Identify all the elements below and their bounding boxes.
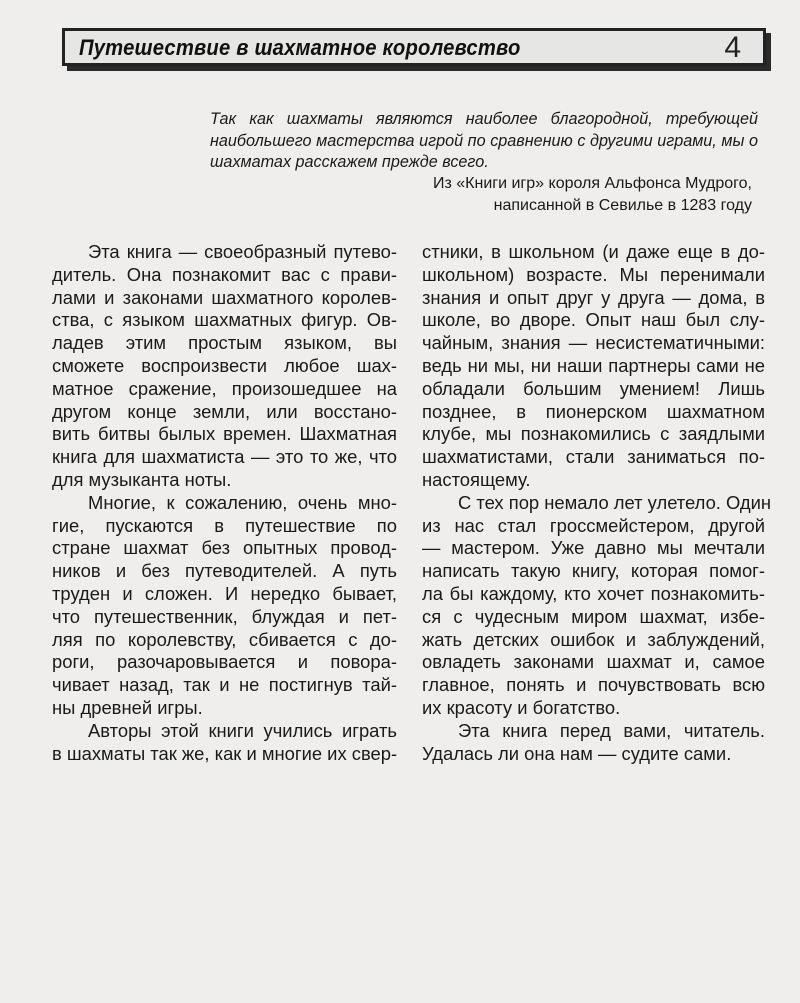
text-line: Эта книга перед вами, читатель. (458, 719, 765, 741)
text-line: — мастером. Уже давно мы мечтали (422, 537, 765, 559)
text-column-right (422, 241, 772, 765)
epigraph-text: Так как шахматы являются наиболее благородной, требующей наибольшего мастерства игрой по сравнению с другими играми, мы о шахматах расскажем прежде всего. (210, 110, 758, 171)
text-line: что путешественник, блуждая и пет- (52, 605, 397, 627)
text-line: труден и сложен. И нередко бывает, (52, 582, 397, 604)
text-line: жать детских ошибок и заблуждений, (422, 628, 765, 650)
text-line: дитель. Она познакомит вас с прави- (52, 263, 397, 285)
text-line: ников и без путеводителей. А путь (52, 560, 397, 582)
text-line: их красоту и богатство. (422, 696, 621, 718)
text-line: Авторы этой книги учились играть (88, 719, 397, 741)
text-line: для музыканта ноты. (52, 468, 232, 490)
text-line: чивает назад, так и не постигнув тай- (52, 674, 397, 696)
running-header (62, 28, 766, 66)
text-line: ла бы каждому, кто хочет познакомить- (422, 582, 765, 604)
text-line: книга для шахматиста — это то же, что (52, 446, 397, 468)
text-line: роги, разочаровывается и повора- (52, 651, 397, 673)
text-line: школьном) возрасте. Мы перенимали (422, 263, 765, 285)
text-column-left (52, 241, 397, 765)
text-line: матное сражение, произошедшее на (52, 377, 397, 399)
text-line: шахматистами, стали заниматься по- (422, 446, 765, 468)
attribution-line: написанной в Севилье в 1283 году (493, 196, 752, 214)
text-line: из нас стал гроссмейстером, другой (422, 514, 765, 536)
text-line: знания и опыт друг у друга — дома, в (422, 286, 765, 308)
text-line: ляя по королевству, сбивается с до- (52, 628, 397, 650)
text-line: в шахматы так же, как и многие их свер- (52, 742, 398, 764)
text-line: ства, с языком шахматных фигур. Ов- (52, 309, 397, 331)
text-line: настоящему. (422, 468, 531, 490)
attribution-line: Из «Книги игр» короля Альфонса Мудрого, (433, 175, 752, 192)
text-line: ведь ни мы, ни наши партнеры сами не (422, 354, 765, 376)
epigraph-attribution (232, 173, 752, 216)
text-line: обладали большим умением! Лишь (422, 377, 765, 399)
text-line: написать такую книгу, которая помог- (422, 560, 765, 582)
text-line: вить битвы былых времен. Шахматная (52, 423, 397, 445)
text-line: сможете воспроизвести любое шах- (52, 354, 397, 376)
text-line: ны древней игры. (52, 696, 203, 718)
text-line: С тех пор немало лет улетело. Один (458, 491, 772, 513)
text-line: главное, понять и почувствовать всю (422, 674, 765, 696)
text-line: стники, в школьном (и даже еще в до- (422, 241, 765, 262)
text-line: клубе, мы познакомились с заядлыми (422, 423, 765, 445)
text-line: Удалась ли она нам — судите сами. (422, 742, 732, 764)
page-number: 4 (724, 31, 741, 64)
text-line: чайным, знания — несистематичными: (422, 332, 765, 354)
text-line: другом конце земли, или восстано- (52, 400, 397, 422)
header-title: Путешествие в шахматное королевство (79, 35, 521, 60)
text-line: стране шахмат без опытных провод- (52, 537, 397, 559)
text-line: гие, пускаются в путешествие по (52, 514, 397, 536)
text-line: Многие, к сожалению, очень мно- (88, 491, 397, 513)
text-line: овладеть законами шахмат и, самое (422, 651, 765, 673)
text-line: ся с чудесным миром шахмат, избе- (422, 605, 765, 627)
text-line: позднее, в пионерском шахматном (422, 400, 765, 422)
text-line: лами и законами шахматного королев- (52, 286, 397, 308)
text-line: Эта книга — своеобразный путево- (88, 241, 397, 262)
text-line: ладев этим простым языком, вы (52, 332, 397, 354)
text-line: школе, во дворе. Опыт наш был слу- (422, 309, 765, 331)
